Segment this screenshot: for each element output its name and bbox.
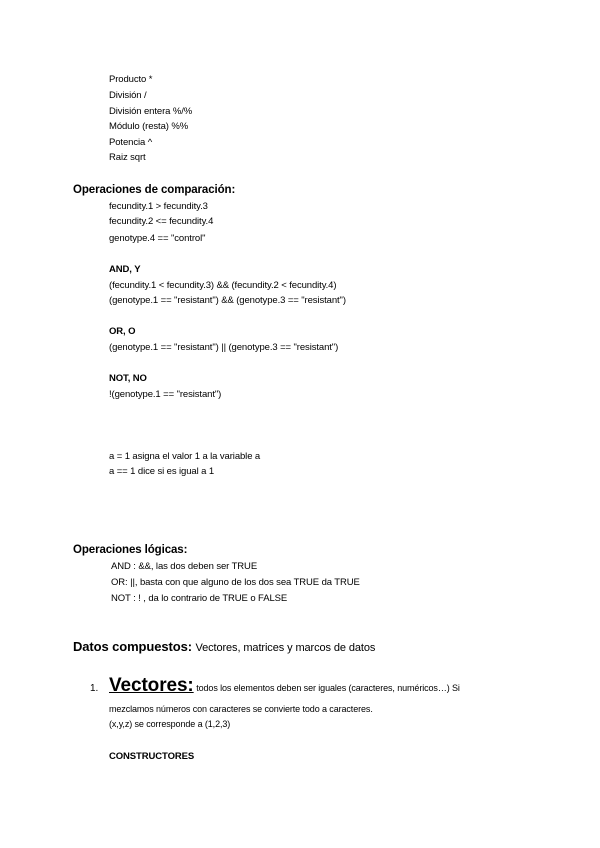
compound-heading-bold: Datos compuestos: [73, 639, 192, 654]
and-example-1: (fecundity.1 < fecundity.3) && (fecundity.2 < fecundity.4) [109, 280, 337, 291]
or-example-1: (genotype.1 == "resistant") || (genotype.3 == "resistant") [109, 342, 339, 353]
arith-item-modulo: Módulo (resta) %% [109, 121, 189, 132]
logical-item-not: NOT : ! , da lo contrario de TRUE o FALSE [111, 593, 288, 604]
arith-item-sqrt: Raiz sqrt [109, 152, 146, 163]
vectors-list-number: 1. [90, 683, 99, 694]
vectors-desc-1: todos los elementos deben ser iguales (caracteres, numéricos…) Si [196, 683, 460, 693]
assign-line-1: a = 1 asigna el valor 1 a la variable a [109, 451, 261, 462]
compound-heading-rest: Vectores, matrices y marcos de datos [195, 642, 376, 654]
and-heading: AND, Y [109, 264, 141, 275]
vectors-title: Vectores: [109, 675, 194, 696]
compound-heading [73, 641, 375, 654]
logical-item-or: OR: ||, basta con que alguno de los dos sea TRUE da TRUE [111, 577, 360, 588]
constructors-heading: CONSTRUCTORES [109, 751, 195, 762]
not-heading: NOT, NO [109, 373, 147, 384]
arith-item-product: Producto * [109, 74, 153, 85]
vectors-desc-2: mezclamos números con caracteres se convierte todo a caracteres. [109, 704, 373, 714]
and-example-2: (genotype.1 == "resistant") && (genotype.3 == "resistant") [109, 295, 346, 306]
comparison-heading: Operaciones de comparación: [73, 184, 236, 196]
not-example-1: !(genotype.1 == "resistant") [109, 389, 222, 400]
or-heading: OR, O [109, 326, 136, 337]
arith-item-power: Potencia ^ [109, 137, 153, 148]
arith-item-division: División / [109, 90, 147, 101]
comparison-example-2: fecundity.2 <= fecundity.4 [109, 216, 214, 227]
comparison-example-1: fecundity.1 > fecundity.3 [109, 201, 208, 212]
vectors-first-line [109, 674, 460, 701]
arith-item-int-division: División entera %/% [109, 106, 193, 117]
assign-line-2: a == 1 dice si es igual a 1 [109, 466, 215, 477]
vectors-desc-3: (x,y,z) se corresponde a (1,2,3) [109, 719, 231, 729]
comparison-example-3: genotype.4 == "control" [109, 233, 206, 244]
logical-item-and: AND : &&, las dos deben ser TRUE [111, 561, 258, 572]
logical-heading: Operaciones lógicas: [73, 544, 188, 556]
